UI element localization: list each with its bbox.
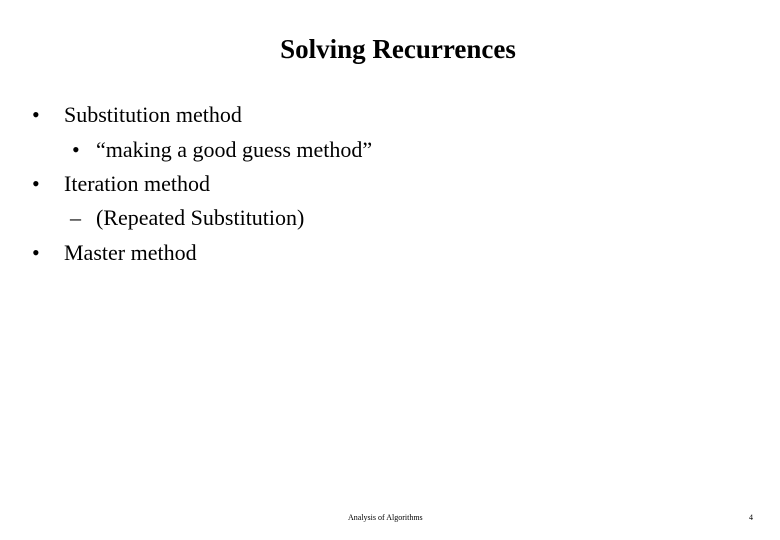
bullet-text: Iteration method bbox=[64, 171, 211, 196]
bullet-item-iteration bbox=[32, 169, 211, 199]
bullet-marker: • bbox=[32, 240, 40, 265]
bullet-item-master bbox=[32, 238, 197, 268]
dash-marker: – bbox=[70, 205, 81, 230]
bullet-text: Master method bbox=[64, 240, 197, 265]
bullet-marker: • bbox=[72, 137, 80, 162]
page-number: 4 bbox=[749, 513, 753, 522]
bullet-text: Substitution method bbox=[64, 102, 242, 127]
bullet-marker: • bbox=[32, 171, 40, 196]
sub-bullet-item-repeated-substitution bbox=[70, 203, 305, 233]
footer-text: Analysis of Algorithms bbox=[348, 513, 423, 522]
sub-bullet-item-guess bbox=[72, 135, 373, 165]
bullet-text: (Repeated Substitution) bbox=[96, 205, 305, 230]
bullet-text: “making a good guess method” bbox=[96, 137, 373, 162]
slide-title: Solving Recurrences bbox=[280, 34, 516, 64]
bullet-item-substitution bbox=[32, 100, 242, 130]
bullet-marker: • bbox=[32, 102, 40, 127]
